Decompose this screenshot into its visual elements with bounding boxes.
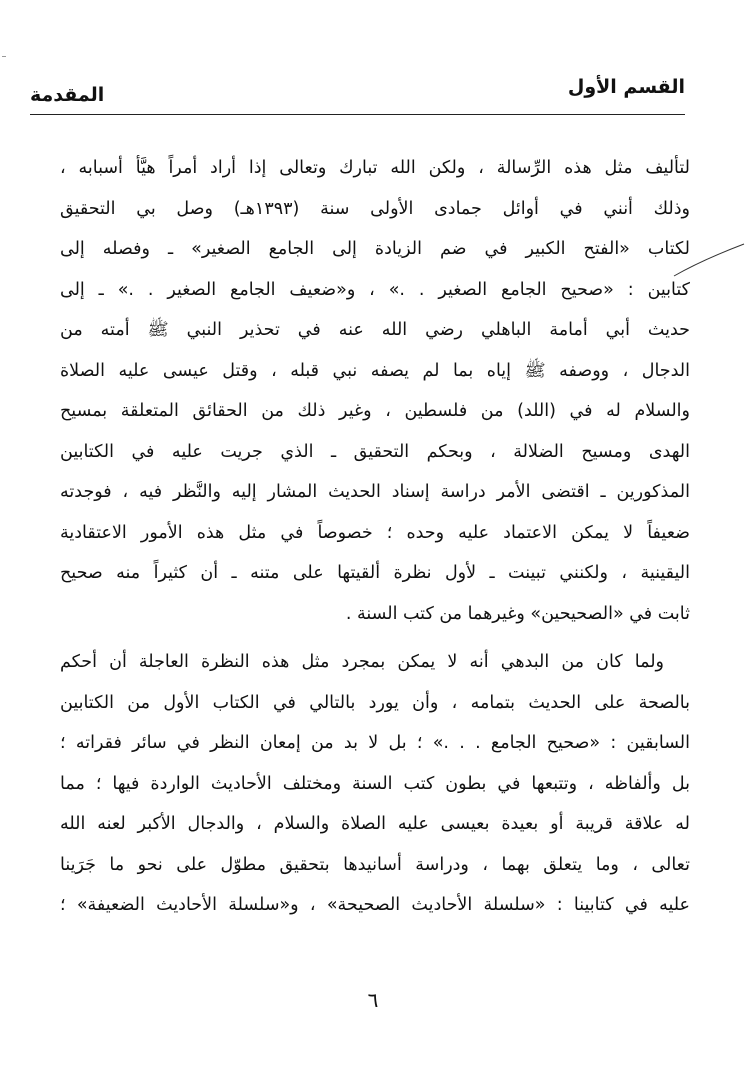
section-title: القسم الأول	[567, 76, 685, 98]
text-line: وذلك أنني في أوائل جمادى الأولى سنة (١٣٩٣هـ) وصل بي التحقيق	[60, 198, 690, 219]
body-text	[60, 148, 690, 926]
running-header	[30, 70, 685, 110]
text-line: والسلام له في (اللد) من فلسطين ، وغير ذلك من الحقائق المتعلقة بمسيح	[60, 401, 690, 421]
text-line: ولما كان من البدهي أنه لا يمكن بمجرد مثل هذه النظرة العاجلة أن أحكم	[60, 652, 664, 672]
text-line: اليقينية ، ولكنني تبينت ـ لأول نظرة ألقيتها على متنه ـ أن كثيراً منه صحيح	[60, 563, 690, 583]
paragraph-2	[60, 642, 690, 926]
text-line: بل وألفاظه ، وتتبعها في بطون كتب السنة ومختلف الأحاديث الواردة فيها ؛ مما	[60, 773, 690, 794]
header-rule	[30, 114, 685, 115]
text-line: كتابين : «صحيح الجامع الصغير . .» ، و«ضعيف الجامع الصغير . .» ـ إلى	[60, 279, 690, 300]
text-line: الدجال ، ووصفه ﷺ إياه بما لم يصفه نبي قبله ، وقتل عيسى عليه الصلاة	[60, 360, 690, 381]
paragraph-1	[60, 148, 690, 634]
text-line: عليه في كتابينا : «سلسلة الأحاديث الصحيحة» ، و«سلسلة الأحاديث الضعيفة» ؛	[60, 895, 690, 915]
scan-speck	[2, 56, 6, 57]
text-line: حديث أبي أمامة الباهلي رضي الله عنه في تحذير النبي ﷺ أمته من	[60, 320, 690, 340]
text-line: بالصحة على الحديث بتمامه ، وأن يورد بالتالي في الكتاب الأول من الكتابين	[60, 692, 690, 713]
text-line: له علاقة قريبة أو بعيدة بعيسى عليه الصلاة والسلام ، والدجال الأكبر لعنه الله	[60, 814, 690, 834]
text-line: السابقين : «صحيح الجامع . . .» ؛ بل لا بد من إمعان النظر في سائر فقراته ؛	[60, 733, 690, 753]
text-line: المذكورين ـ اقتضى الأمر دراسة إسناد الحديث المشار إليه والنَّظر فيه ، فوجدته	[60, 482, 690, 502]
text-line: تعالى ، وما يتعلق بهما ، ودراسة أسانيدها بتحقيق مطوّل على نحو ما جَرَينا	[60, 854, 690, 875]
text-line: الهدى ومسيح الضلالة ، وبحكم التحقيق ـ الذي جريت عليه في الكتابين	[60, 441, 690, 462]
text-line: لتأليف مثل هذه الرِّسالة ، ولكن الله تبارك وتعالى إذا أراد أمراً هيَّأ أسبابه ،	[60, 158, 690, 178]
text-line: ثابت في «الصحيحين» وغيرهما من كتب السنة .	[345, 603, 690, 624]
text-line: ضعيفاً لا يمكن الاعتماد عليه وحده ؛ خصوصاً في مثل هذه الأمور الاعتقادية	[60, 522, 690, 543]
page-number: ٦	[367, 988, 379, 1012]
text-line: لكتاب «الفتح الكبير في ضم الزيادة إلى الجامع الصغير» ـ وفصله إلى	[60, 239, 690, 259]
chapter-title: المقدمة	[30, 84, 105, 106]
